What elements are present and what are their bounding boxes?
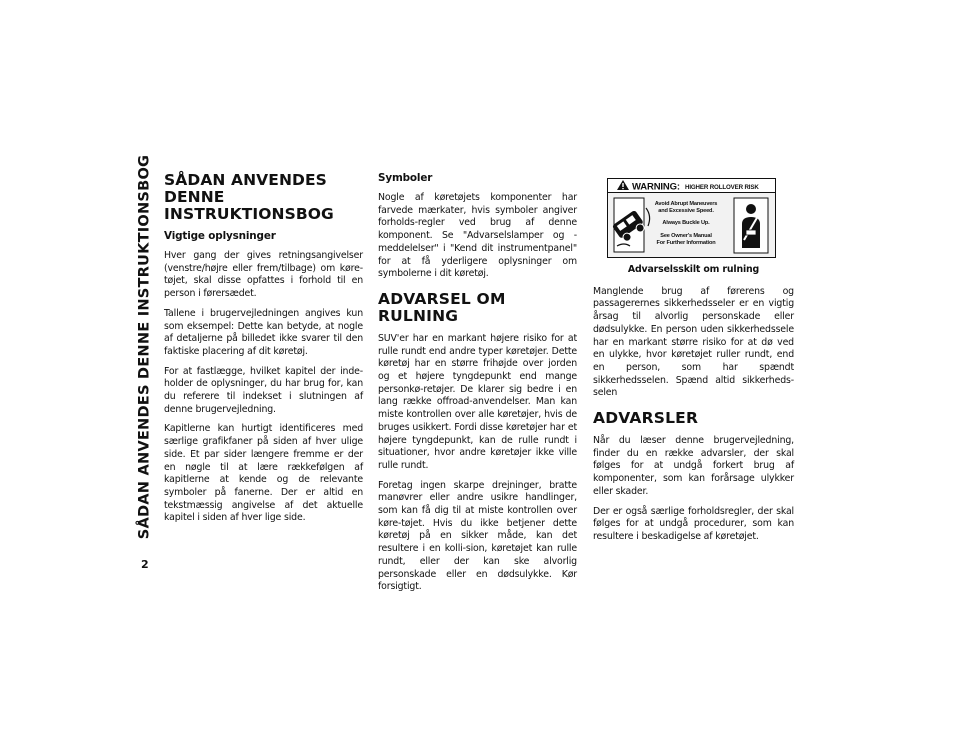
chapter-side-tab — [130, 154, 158, 540]
label-line2: and Excessive Speed. — [658, 208, 714, 214]
column-left — [164, 172, 363, 532]
rollover-warning-label-svg — [608, 179, 775, 257]
paragraph: Manglende brug af førerens og passagerernes sikkerhedsseler er en vigtig årsag til alvorlig personskade eller dødsulykke. En person uden sikkerhedssele har en markant større risiko for at dø ved en ulykke, hvor køretøjet ruller rundt, end en person, som har spændt sikkerhedsselen. Spænd altid sikkerheds-selen — [593, 285, 794, 399]
heading-warnings: ADVARSLER — [593, 409, 699, 428]
column-right — [593, 178, 794, 551]
chapter-side-tab-label: SÅDAN ANVENDES DENNE INSTRUKTIONSBOG — [135, 154, 153, 540]
label-warning-word: WARNING: — [632, 181, 680, 193]
rolling-vehicle-icon — [612, 198, 650, 252]
paragraph: Hver gang der gives retningsangivelser (venstre/højre eller frem/tilbage) om køre-tøjet, skal disse opfattes i forhold til en person i førersædet. — [164, 250, 363, 300]
paragraph: Kapitlerne kan hurtigt identificeres med særlige grafikfaner på siden af hver ulige side. Et par sider længere fremme er der en nøgle til at lære rækkefølgen af kapitlerne at kende og de relevante symboler på fanerne. Der er altid en tekstmæssig angivelse af det aktuelle kapitel i siden af hver lige side. — [164, 423, 363, 524]
paragraph: Når du læser denne brugervejledning, finder du en række advarsler, der skal følges for at undgå forkert brug af komponenter, som kan forårsage ulykker eller skader. — [593, 435, 794, 497]
chapter-title-line1: SÅDAN ANVENDES DENNE — [164, 171, 327, 206]
label-line1: Avoid Abrupt Maneuvers — [654, 201, 718, 207]
paragraph: SUV'er har en markant højere risiko for at rulle rundt end andre typer køretøjer. Dette køretøj har en større frihøjde over jorden og et højere tyngdepunkt end mange personkø-retøjer. De klarer sig bedre i en lang række offroad-anvendelser. Man kan miste kontrollen over alle køretøjer, hvis de bruges usikkert. Fordi disse køretøjer har et højere tyngdepunkt, kan de rulle rundt i situationer, hvor andre køretøjer ikke ville rulle rundt. — [378, 332, 577, 471]
subheading-symbols: Symboler — [378, 172, 433, 184]
chapter-title — [164, 172, 363, 223]
paragraph: Foretag ingen skarpe drejninger, bratte manøvrer eller andre usikre handlinger, som kan få dig til at miste kontrollen over køre-tøjet. Hvis du ikke betjener dette køretøj på en sikker måde, kan det resultere i en kolli-sion, køretøjet kan rulle rundt, eller der kan ske alvorlig personskade eller en dødsulykke. Kør forsigtigt. — [378, 479, 577, 593]
label-line3: Always Buckle Up. — [662, 220, 710, 226]
figure-caption: Advarselsskilt om rulning — [627, 264, 760, 275]
label-line5: For Further Information — [656, 240, 716, 246]
label-line4: See Owner's Manual — [660, 233, 712, 239]
column-middle — [378, 172, 577, 601]
label-warning-rest: HIGHER ROLLOVER RISK — [685, 184, 759, 191]
page-number: 2 — [141, 558, 149, 571]
paragraph: For at fastlægge, hvilket kapitel der inde-holder de oplysninger, du har brug for, kan du referere til indekset i slutningen af denne brugervejledning. — [164, 365, 363, 415]
heading-rollover-warning: ADVARSEL OM RULNING — [378, 289, 506, 325]
paragraph: Nogle af køretøjets komponenter har farvede mærkater, hvis symboler angiver forholds-regler ved brug af denne komponent. Se "Advarselslamper og -meddelelser" i "Kend dit instrumentpanel" for at få yderligere oplysninger om symbolerne i dit køretøj. — [378, 192, 577, 280]
rollover-warning-label-image — [607, 178, 776, 258]
seatbelt-icon — [734, 198, 768, 253]
subheading-important-info: Vigtige oplysninger — [164, 230, 276, 242]
paragraph: Tallene i brugervejledningen angives kun som eksempel: Dette kan betyde, at nogle af detaljerne på billedet ikke svarer til den faktiske placering af dit køretøj. — [164, 307, 363, 357]
chapter-title-line2: INSTRUKTIONSBOG — [164, 205, 334, 223]
paragraph: Der er også særlige forholdsregler, der skal følges for at undgå procedurer, som kan resultere i beskadigelse af køretøjet. — [593, 505, 794, 542]
